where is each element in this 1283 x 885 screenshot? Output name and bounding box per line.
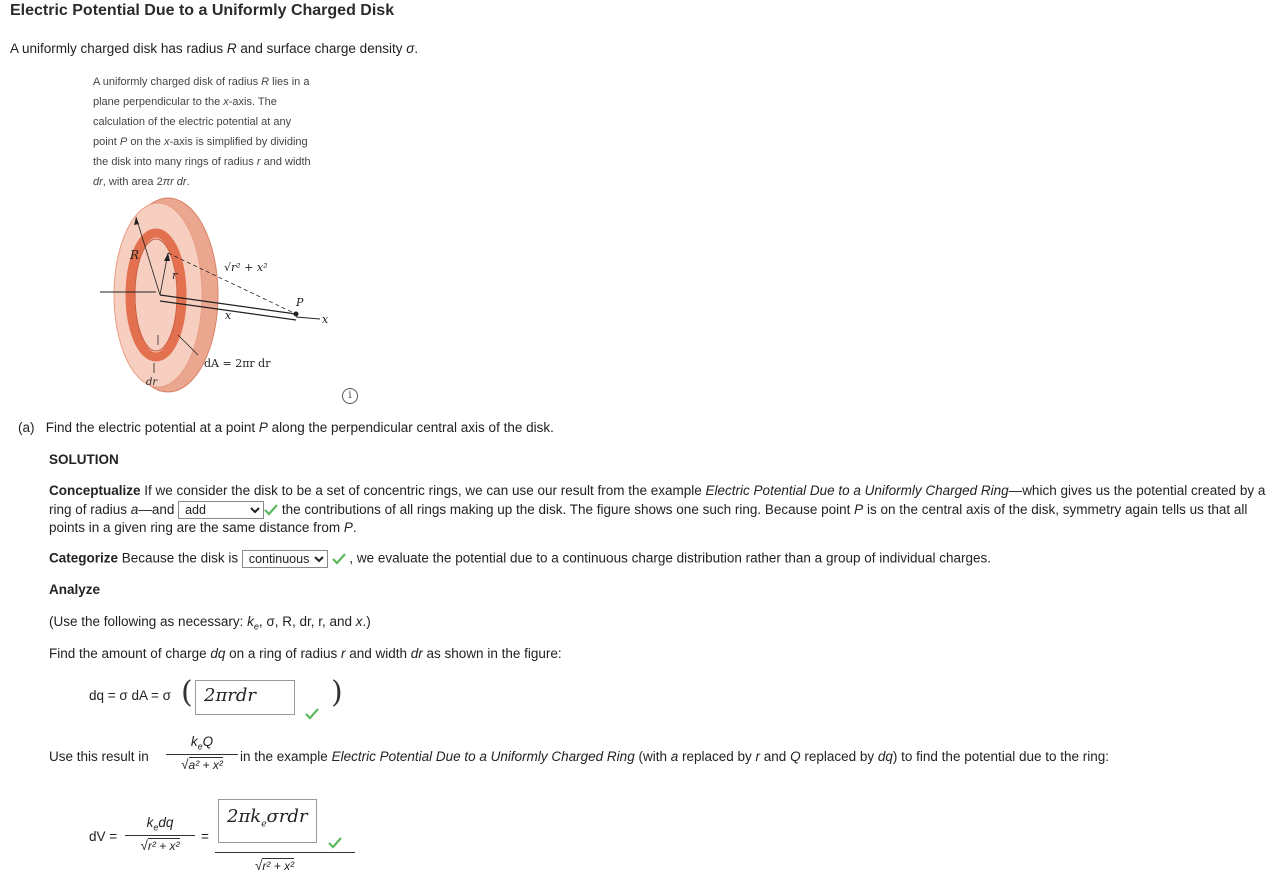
label-R: R — [130, 248, 140, 262]
check-icon — [264, 504, 278, 516]
x-axis-right — [296, 317, 320, 319]
use-result-text: in the example Electric Potential Due to a Uniformly Charged Ring (with a replaced by r and Q replaced by dq) to find the potential due to the ring: — [240, 749, 1110, 764]
check-icon — [305, 708, 319, 720]
check-icon — [328, 837, 342, 849]
open-paren: ( — [181, 675, 193, 710]
figure-caption: A uniformly charged disk of radius R lies in a plane perpendicular to the x-axis. The calculation of the electric potential at any point P on the x-axis is simplified by dividing the disk into many rings of radius r and width dr, with area 2πr dr. — [93, 76, 311, 188]
info-icon[interactable]: i — [342, 388, 358, 404]
use-result-label: Use this result in — [49, 749, 149, 764]
page-title: Electric Potential Due to a Uniformly Charged Disk — [10, 2, 395, 19]
label-dA: dA = 2πr dr — [204, 357, 271, 370]
intro-text: A uniformly charged disk has radius R and surface charge density σ. — [10, 41, 419, 56]
continuous-dropdown[interactable] — [242, 550, 328, 568]
categorize-paragraph: Categorize Because the disk is continuous , we evaluate the potential due to a continuous charge distribution rather than a group of individual charges. — [49, 550, 991, 568]
dv-answer-field[interactable]: $2\pi k_e\sigma rdr$ — [218, 799, 317, 843]
close-paren: ) — [331, 675, 343, 710]
dv-fraction-bar — [215, 852, 355, 853]
analyze-heading: Analyze — [49, 582, 101, 597]
label-x-distance: x — [225, 309, 232, 322]
dv-answer-denominator: √r² + x² — [255, 858, 295, 873]
part-a-question: (a) Find the electric potential at a point P along the perpendicular central axis of the disk. — [18, 420, 554, 435]
charged-disk-figure — [98, 195, 358, 395]
dv-fraction: $k_edq$ √r² + x² — [125, 815, 195, 853]
solution-heading: SOLUTION — [49, 452, 119, 467]
label-dr: dr — [146, 377, 158, 388]
label-r: r — [172, 269, 178, 282]
label-P: P — [296, 296, 304, 309]
dv-equation-lhs: dV = — [89, 829, 118, 844]
equals-sign: = — [201, 829, 209, 844]
ring-potential-fraction: $k_eQ$ √a² + x² — [166, 734, 238, 772]
check-icon — [332, 553, 346, 565]
label-x-axis: x — [322, 313, 329, 326]
dq-equation-lhs: dq = σ dA = σ — [89, 688, 171, 703]
dq-answer-field[interactable]: 2πrdr — [195, 680, 295, 715]
point-P-dot — [294, 312, 299, 317]
use-following-note: (Use the following as necessary: $k_e$, σ, R, dr, r, and x.) — [49, 614, 371, 632]
conceptualize-paragraph: Conceptualize If we consider the disk to be a set of concentric rings, we can use our result from the example Electric Potential Due to a Uniformly Charged Ring—which gives us the potential created by a ring of radius a—and add the contributions of all rings making up the disk. The figure shows one such ring. Because point P is on the central axis of the disk, symmetry again tells us that all points in a given ring are the same distance from P. — [49, 482, 1269, 538]
find-charge-instruction: Find the amount of charge dq on a ring of radius r and width dr as shown in the figure: — [49, 646, 562, 661]
add-dropdown[interactable] — [178, 501, 264, 519]
label-sqrt: √r² + x² — [224, 261, 268, 274]
